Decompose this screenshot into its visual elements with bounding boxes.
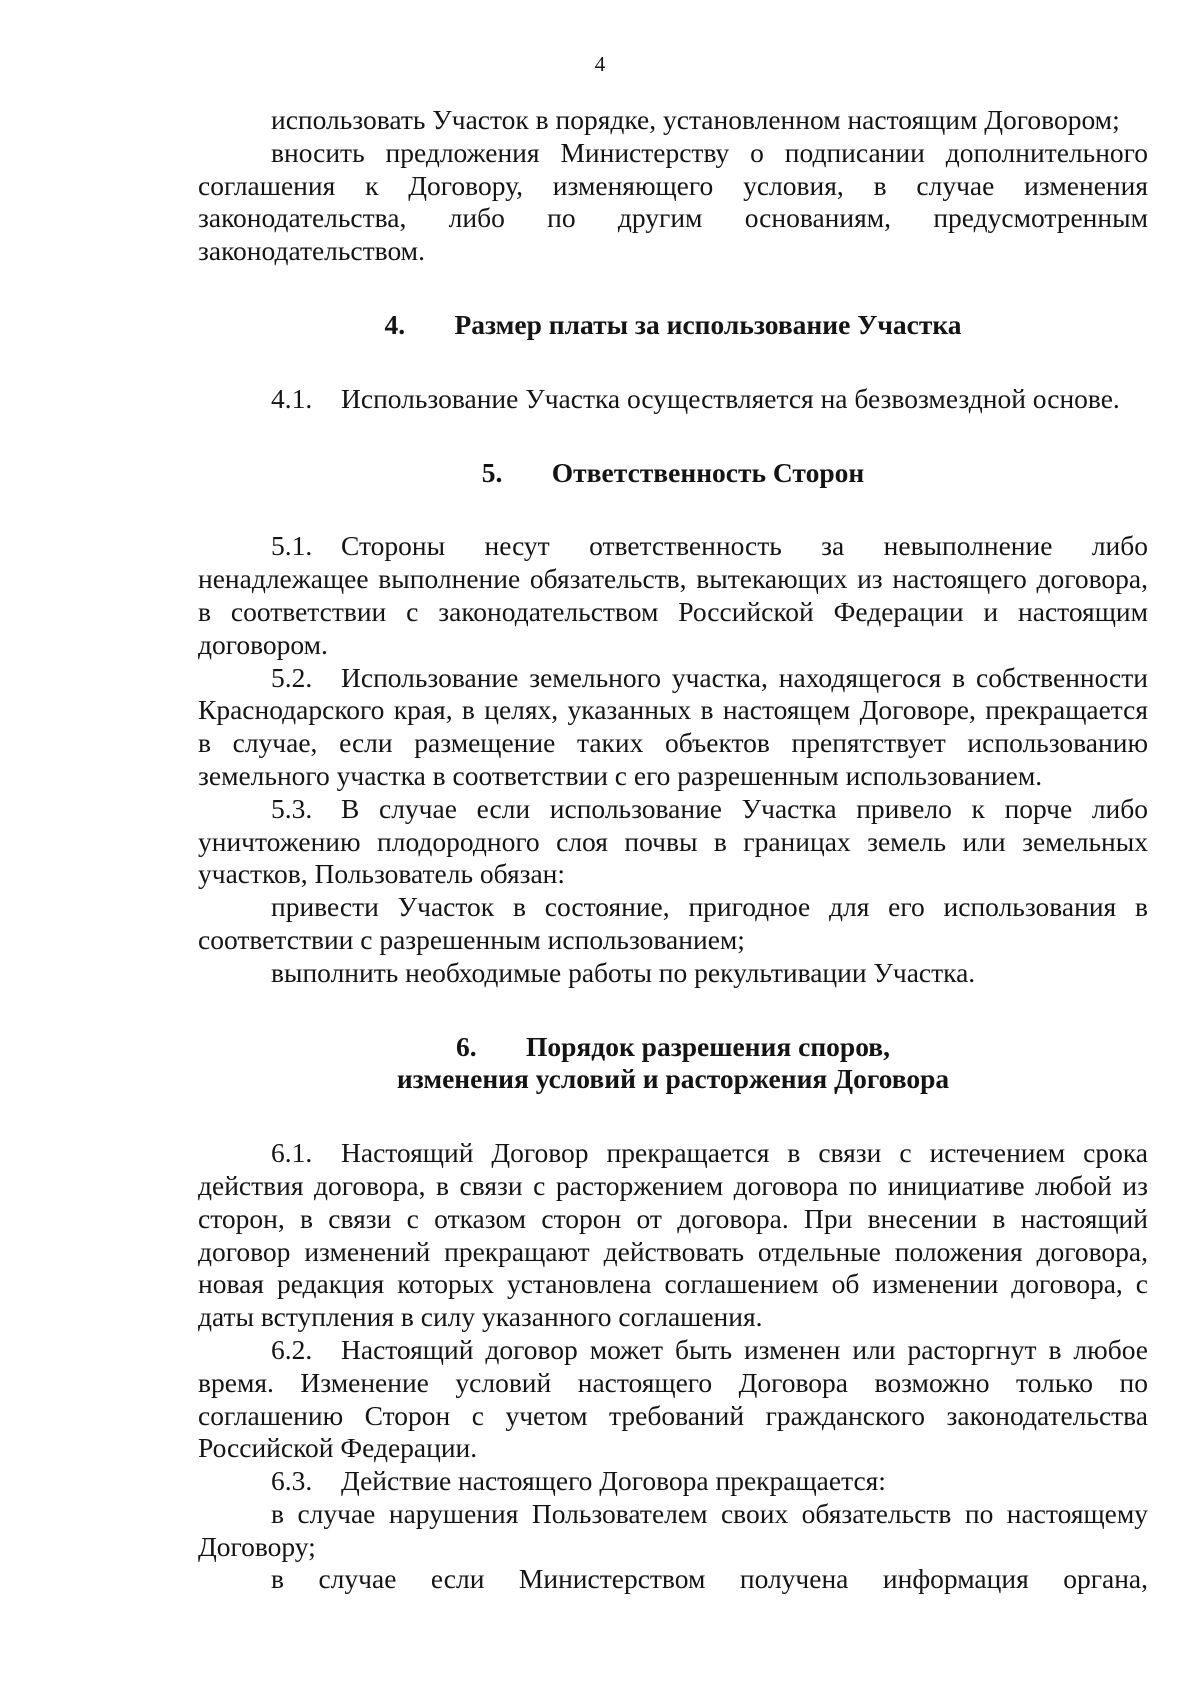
- clause-4-1: [198, 383, 1148, 416]
- intro-paragraph: вносить предложения Министерству о подписании дополнительного соглашения к Договору, изменяющего условия, в случае изменения законодательства, либо по другим основаниям, предусмотренным законодательством.: [198, 136, 1148, 267]
- clause-text: Использование Участка осуществляется на безвозмездной основе.: [341, 382, 1120, 414]
- section-number: 6.: [455, 1030, 477, 1062]
- clause-text: В случае если использование Участка привело к порче либо уничтожению плодородного слоя почвы в границах земель или земельных участков, Пользователь обязан:: [198, 792, 1148, 890]
- clause-6-2: [198, 1334, 1148, 1465]
- clause-number: 5.1.: [271, 530, 313, 562]
- section-number: 4.: [384, 308, 406, 340]
- clause-number: 5.3.: [271, 792, 313, 824]
- section-title-line-2: изменения условий и расторжения Договора: [396, 1063, 950, 1095]
- clause-6-3: [198, 1465, 1148, 1498]
- clause-text: Стороны несут ответственность за невыполнение либо ненадлежащее выполнение обязательств, вытекающих из настоящего договора, в соответствии с законодательством Российской Федерации и настоящим договором.: [198, 530, 1148, 660]
- clause-text: Настоящий договор может быть изменен или расторгнут в любое время. Изменение условий настоящего Договора возможно только по соглашению Сторон с учетом требований гражданского законодательства Российской Федерации.: [198, 1333, 1148, 1464]
- list-item: в случае нарушения Пользователем своих обязательств по настоящему Договору;: [198, 1497, 1148, 1562]
- clause-5-2: [198, 662, 1148, 793]
- clause-6-1: [198, 1137, 1148, 1334]
- clause-text: Использование земельного участка, находящегося в собственности Краснодарского края, в целях, указанных в настоящем Договоре, прекращается в случае, если размещение таких объектов препятствует использованию земельного участка в соответствии с его разрешенным использованием.: [198, 661, 1148, 791]
- list-item: выполнить необходимые работы по рекультивации Участка.: [271, 956, 976, 988]
- section-5-heading: [198, 457, 1148, 490]
- section-4-heading: [198, 309, 1148, 342]
- document-body: [198, 104, 1148, 1596]
- section-number: 5.: [481, 456, 503, 488]
- clause-text: Действие настоящего Договора прекращается:: [341, 1465, 886, 1497]
- clause-5-3: [198, 793, 1148, 891]
- section-title-line-1: Порядок разрешения споров,: [525, 1030, 891, 1062]
- page-number: 4: [594, 52, 606, 76]
- clause-number: 6.1.: [271, 1137, 313, 1169]
- clause-number: 6.3.: [271, 1465, 313, 1497]
- section-title: Размер платы за использование Участка: [454, 308, 962, 340]
- clause-number: 6.2.: [271, 1333, 313, 1365]
- clause-text: Настоящий Договор прекращается в связи с истечением срока действия договора, в связи с расторжением договора по инициативе любой из сторон, в связи с отказом сторон от договора. При внесении в настоящий договор изменений прекращают действовать отдельные положения договора, новая редакция которых установлена соглашением об изменении договора, с даты вступления в силу указанного соглашения.: [198, 1137, 1148, 1333]
- section-title: Ответственность Сторон: [551, 456, 865, 488]
- section-6-heading: [198, 1031, 1148, 1097]
- list-item: привести Участок в состояние, пригодное для его использования в соответствии с разрешенным использованием;: [198, 891, 1148, 955]
- clause-number: 5.2.: [271, 661, 313, 693]
- list-item: в случае если Министерством получена информация органа,: [271, 1563, 1148, 1595]
- clause-number: 4.1.: [271, 382, 313, 414]
- intro-paragraph: использовать Участок в порядке, установленном настоящим Договором;: [271, 104, 1120, 135]
- clause-5-1: [198, 530, 1148, 661]
